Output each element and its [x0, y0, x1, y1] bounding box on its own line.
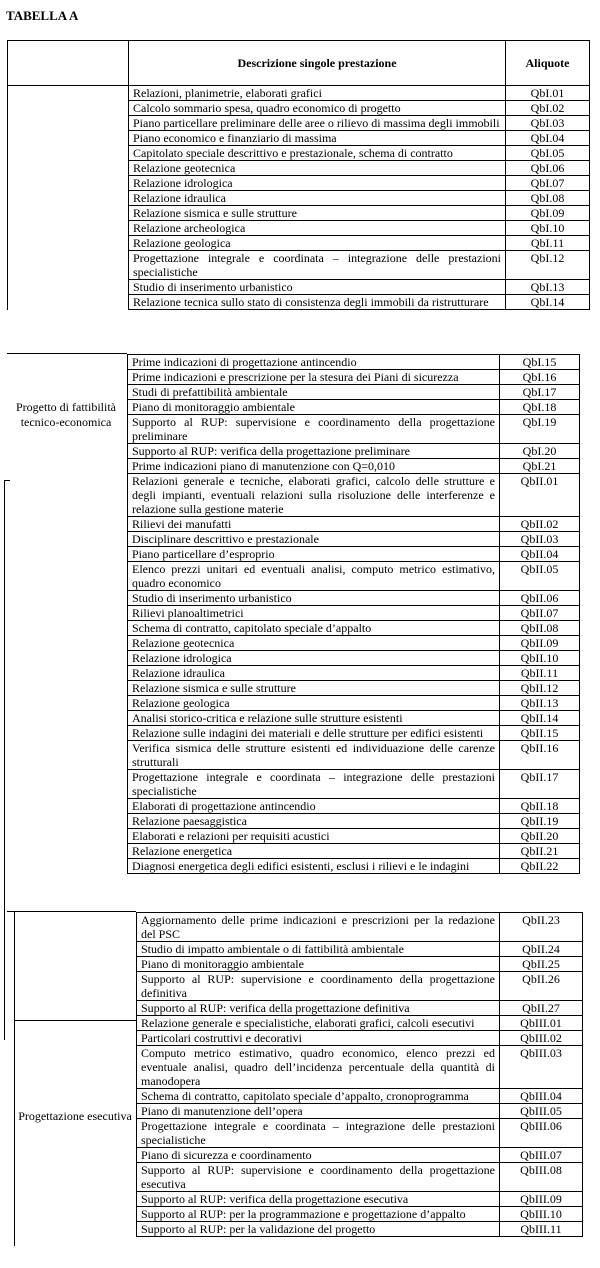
- table-row: [128, 651, 580, 666]
- description-cell: Studio di inserimento urbanistico: [129, 280, 506, 295]
- table-row: [128, 591, 580, 606]
- rate-code-cell: QbI.21: [500, 459, 580, 474]
- table-section-3: [136, 912, 582, 1237]
- description-cell: Relazione sismica e sulle strutture: [128, 681, 500, 696]
- rate-code-cell: QbII.26: [500, 972, 583, 1001]
- description-cell: Supporto al RUP: supervisione e coordinamento della progettazione definitiva: [137, 972, 500, 1001]
- section-divider: [14, 1020, 136, 1021]
- table-row: [128, 636, 580, 651]
- phase-cell: [8, 146, 129, 161]
- table-section-1: [7, 40, 589, 310]
- description-cell: Rilievi dei manufatti: [128, 517, 500, 532]
- rate-code-cell: QbII.02: [500, 517, 580, 532]
- rate-code-cell: QbII.07: [500, 606, 580, 621]
- rate-code-cell: QbI.04: [506, 131, 590, 146]
- rate-code-cell: QbII.04: [500, 547, 580, 562]
- description-cell: Supporto al RUP: per la programmazione e progettazione d’appalto: [137, 1207, 500, 1222]
- description-cell: Rilievi planoaltimetrici: [128, 606, 500, 621]
- table-row: [128, 770, 580, 799]
- description-cell: Progettazione integrale e coordinata – integrazione delle prestazioni specialistiche: [128, 770, 500, 799]
- phase-cell: [8, 206, 129, 221]
- description-cell: Verifica sismica delle strutture esistenti ed individuazione delle carenze strutturali: [128, 741, 500, 770]
- rate-code-cell: QbIII.04: [500, 1089, 583, 1104]
- phase-cell: [8, 236, 129, 251]
- table-row: [128, 681, 580, 696]
- description-cell: Elaborati di progettazione antincendio: [128, 799, 500, 814]
- description-cell: Elaborati e relazioni per requisiti acustici: [128, 829, 500, 844]
- table-row: [8, 191, 590, 206]
- description-cell: Relazioni generale e tecniche, elaborati grafici, calcolo delle strutture e degli impianti, eventuali relazioni sulla risoluzione delle interferenze e relazione sulla gestione materie: [128, 474, 500, 517]
- table-row: [128, 711, 580, 726]
- description-cell: Relazione geotecnica: [128, 636, 500, 651]
- description-cell: Relazione archeologica: [129, 221, 506, 236]
- phase-cell: [8, 191, 129, 206]
- header-description: Descrizione singole prestazione: [129, 41, 506, 86]
- table-row: [137, 1148, 583, 1163]
- table-row: [137, 1222, 583, 1237]
- description-cell: Studio di impatto ambientale o di fattibilità ambientale: [137, 942, 500, 957]
- description-cell: Relazione idrologica: [129, 176, 506, 191]
- phase-label-fattibilita: Progetto di fattibilità tecnico-economica: [16, 400, 116, 429]
- description-cell: Progettazione integrale e coordinata – integrazione delle prestazioni specialistiche: [137, 1119, 500, 1148]
- table-row: [128, 814, 580, 829]
- phase-label-esecutiva: Progettazione esecutiva: [18, 1109, 132, 1123]
- rate-code-cell: QbII.14: [500, 711, 580, 726]
- rate-code-cell: QbII.25: [500, 957, 583, 972]
- description-cell: Schema di contratto, capitolato speciale d’appalto, cronoprogramma: [137, 1089, 500, 1104]
- rate-code-cell: QbII.16: [500, 741, 580, 770]
- description-cell: Calcolo sommario spesa, quadro economico di progetto: [129, 101, 506, 116]
- table-row: [128, 621, 580, 636]
- table-row: [128, 844, 580, 859]
- table-row: [137, 1163, 583, 1192]
- rate-code-cell: QbI.18: [500, 400, 580, 415]
- description-cell: Supporto al RUP: per la validazione del progetto: [137, 1222, 500, 1237]
- table-row: [8, 176, 590, 191]
- table-row: [128, 355, 580, 370]
- table-row: [128, 726, 580, 741]
- rate-code-cell: QbI.16: [500, 370, 580, 385]
- description-cell: Relazione geologica: [129, 236, 506, 251]
- table-row: [128, 829, 580, 844]
- table-section-2: [127, 354, 559, 874]
- rate-code-cell: QbI.15: [500, 355, 580, 370]
- description-cell: Supporto al RUP: verifica della progettazione preliminare: [128, 444, 500, 459]
- table-row: [137, 1192, 583, 1207]
- table-row: [137, 1031, 583, 1046]
- description-cell: Relazione idraulica: [129, 191, 506, 206]
- description-cell: Relazione energetica: [128, 844, 500, 859]
- description-cell: Piano di manutenzione dell’opera: [137, 1104, 500, 1119]
- description-cell: Studi di prefattibilità ambientale: [128, 385, 500, 400]
- rate-code-cell: QbI.10: [506, 221, 590, 236]
- description-cell: Supporto al RUP: supervisione e coordinamento della progettazione esecutiva: [137, 1163, 500, 1192]
- rate-code-cell: QbI.12: [506, 251, 590, 280]
- description-cell: Prime indicazioni piano di manutenzione con Q=0,010: [128, 459, 500, 474]
- table-row: [128, 562, 580, 591]
- rate-code-cell: QbI.06: [506, 161, 590, 176]
- table-row: [8, 131, 590, 146]
- rate-code-cell: QbI.09: [506, 206, 590, 221]
- description-cell: Relazione sulle indagini dei materiali e delle strutture per edifici esistenti: [128, 726, 500, 741]
- table-row: [128, 532, 580, 547]
- page-title: TABELLA A: [6, 8, 79, 23]
- table-row: [8, 236, 590, 251]
- description-cell: Supporto al RUP: supervisione e coordinamento della progettazione preliminare: [128, 415, 500, 444]
- phase-cell: [8, 251, 129, 280]
- table-row: [8, 116, 590, 131]
- rate-code-cell: QbI.11: [506, 236, 590, 251]
- table-row: [8, 206, 590, 221]
- table-row: [128, 799, 580, 814]
- description-cell: Particolari costruttivi e decorativi: [137, 1031, 500, 1046]
- description-cell: Relazione generale e specialistiche, elaborati grafici, calcoli esecutivi: [137, 1016, 500, 1031]
- rate-code-cell: QbIII.03: [500, 1046, 583, 1089]
- description-cell: Relazione idraulica: [128, 666, 500, 681]
- rate-code-cell: QbI.19: [500, 415, 580, 444]
- rate-code-cell: QbII.20: [500, 829, 580, 844]
- rate-code-cell: QbI.08: [506, 191, 590, 206]
- rate-code-cell: QbII.15: [500, 726, 580, 741]
- phase-cell: [8, 116, 129, 131]
- rate-code-cell: QbIII.05: [500, 1104, 583, 1119]
- description-cell: Prime indicazioni di progettazione antincendio: [128, 355, 500, 370]
- table-row: [128, 444, 580, 459]
- description-cell: Supporto al RUP: verifica della progettazione definitiva: [137, 1001, 500, 1016]
- rate-code-cell: QbI.03: [506, 116, 590, 131]
- section-divider: [7, 353, 127, 354]
- rate-code-cell: QbI.14: [506, 295, 590, 310]
- rate-code-cell: QbI.20: [500, 444, 580, 459]
- description-cell: Relazione geologica: [128, 696, 500, 711]
- phase-cell: [8, 131, 129, 146]
- description-cell: Relazioni, planimetrie, elaborati grafici: [129, 86, 506, 101]
- description-cell: Relazione sismica e sulle strutture: [129, 206, 506, 221]
- table-row: [8, 86, 590, 101]
- description-cell: Disciplinare descrittivo e prestazionale: [128, 532, 500, 547]
- description-cell: Relazione geotecnica: [129, 161, 506, 176]
- rate-code-cell: QbII.18: [500, 799, 580, 814]
- table-row: [8, 280, 590, 295]
- rate-code-cell: QbIII.09: [500, 1192, 583, 1207]
- rate-code-cell: QbII.05: [500, 562, 580, 591]
- table-row: [137, 1016, 583, 1031]
- table-row: [137, 957, 583, 972]
- table-row: [137, 1119, 583, 1148]
- description-cell: Relazione idrologica: [128, 651, 500, 666]
- rate-code-cell: QbI.05: [506, 146, 590, 161]
- description-cell: Piano di sicurezza e coordinamento: [137, 1148, 500, 1163]
- table-row: [137, 1104, 583, 1119]
- rate-code-cell: QbII.12: [500, 681, 580, 696]
- phase-cell: [8, 161, 129, 176]
- rate-code-cell: QbII.10: [500, 651, 580, 666]
- rate-code-cell: QbII.21: [500, 844, 580, 859]
- rate-code-cell: QbII.24: [500, 942, 583, 957]
- rate-code-cell: QbIII.11: [500, 1222, 583, 1237]
- table-row: [137, 1001, 583, 1016]
- phase-cell: [8, 176, 129, 191]
- rate-code-cell: QbII.08: [500, 621, 580, 636]
- rate-code-cell: QbII.23: [500, 913, 583, 942]
- table-row: [8, 251, 590, 280]
- description-cell: Supporto al RUP: verifica della progettazione esecutiva: [137, 1192, 500, 1207]
- rate-code-cell: QbI.07: [506, 176, 590, 191]
- table-row: [128, 547, 580, 562]
- header-rates: Aliquote: [506, 41, 590, 86]
- rate-code-cell: QbII.09: [500, 636, 580, 651]
- description-cell: Progettazione integrale e coordinata – integrazione delle prestazioni specialistiche: [129, 251, 506, 280]
- description-cell: Piano particellare preliminare delle aree o rilievo di massima degli immobili: [129, 116, 506, 131]
- table-row: [128, 474, 580, 517]
- rate-code-cell: QbI.17: [500, 385, 580, 400]
- rate-code-cell: QbII.13: [500, 696, 580, 711]
- description-cell: Piano di monitoraggio ambientale: [128, 400, 500, 415]
- rate-code-cell: QbII.19: [500, 814, 580, 829]
- table-row: [128, 606, 580, 621]
- phase-cell: [8, 101, 129, 116]
- section-divider: [4, 480, 10, 481]
- table-row: [8, 161, 590, 176]
- description-cell: Prime indicazioni e prescrizione per la stesura dei Piani di sicurezza: [128, 370, 500, 385]
- phase-cell: [8, 86, 129, 101]
- section-divider: [7, 911, 136, 912]
- rate-code-cell: QbIII.06: [500, 1119, 583, 1148]
- rate-code-cell: QbIII.02: [500, 1031, 583, 1046]
- rate-code-cell: QbI.02: [506, 101, 590, 116]
- rate-code-cell: QbII.11: [500, 666, 580, 681]
- table-row: [128, 517, 580, 532]
- header-empty-cell: [8, 41, 129, 86]
- bracket-line: [14, 911, 15, 1246]
- description-cell: Schema di contratto, capitolato speciale d’appalto: [128, 621, 500, 636]
- description-cell: Piano economico e finanziario di massima: [129, 131, 506, 146]
- table-row: [137, 913, 583, 942]
- rate-code-cell: QbII.17: [500, 770, 580, 799]
- description-cell: Aggiornamento delle prime indicazioni e prescrizioni per la redazione del PSC: [137, 913, 500, 942]
- rate-code-cell: QbIII.08: [500, 1163, 583, 1192]
- description-cell: Analisi storico-critica e relazione sulle strutture esistenti: [128, 711, 500, 726]
- phase-cell: [8, 221, 129, 236]
- description-cell: Piano di monitoraggio ambientale: [137, 957, 500, 972]
- rate-code-cell: QbII.03: [500, 532, 580, 547]
- rate-code-cell: QbII.06: [500, 591, 580, 606]
- table-row: [137, 1046, 583, 1089]
- rate-code-cell: QbII.22: [500, 859, 580, 874]
- table-row: [8, 295, 590, 310]
- rate-code-cell: QbIII.07: [500, 1148, 583, 1163]
- table-row: [128, 400, 580, 415]
- table-row: [137, 1207, 583, 1222]
- description-cell: Relazione tecnica sullo stato di consistenza degli immobili da ristrutturare: [129, 295, 506, 310]
- rate-code-cell: QbIII.01: [500, 1016, 583, 1031]
- table-row: [128, 696, 580, 711]
- rate-code-cell: QbII.27: [500, 1001, 583, 1016]
- table-row: [137, 972, 583, 1001]
- table-row: [128, 370, 580, 385]
- rate-code-cell: QbII.01: [500, 474, 580, 517]
- table-row: [128, 859, 580, 874]
- description-cell: Studio di inserimento urbanistico: [128, 591, 500, 606]
- description-cell: Elenco prezzi unitari ed eventuali analisi, computo metrico estimativo, quadro economico: [128, 562, 500, 591]
- table-row: [128, 385, 580, 400]
- rate-code-cell: QbIII.10: [500, 1207, 583, 1222]
- description-cell: Relazione paesaggistica: [128, 814, 500, 829]
- table-row: [128, 459, 580, 474]
- rate-code-cell: QbI.13: [506, 280, 590, 295]
- phase-cell: [8, 280, 129, 295]
- phase-cell: [8, 295, 129, 310]
- table-row: [8, 146, 590, 161]
- table-row: [8, 221, 590, 236]
- bracket-line: [4, 480, 5, 1040]
- table-row: [128, 741, 580, 770]
- table-row: [128, 415, 580, 444]
- table-row: [137, 942, 583, 957]
- rate-code-cell: QbI.01: [506, 86, 590, 101]
- description-cell: Computo metrico estimativo, quadro economico, elenco prezzi ed eventuale analisi, quadro dell’incidenza percentuale della quantità di manodopera: [137, 1046, 500, 1089]
- description-cell: Piano particellare d’esproprio: [128, 547, 500, 562]
- description-cell: Diagnosi energetica degli edifici esistenti, esclusi i rilievi e le indagini: [128, 859, 500, 874]
- table-row: [128, 666, 580, 681]
- table-row: [8, 101, 590, 116]
- table-row: [137, 1089, 583, 1104]
- description-cell: Capitolato speciale descrittivo e prestazionale, schema di contratto: [129, 146, 506, 161]
